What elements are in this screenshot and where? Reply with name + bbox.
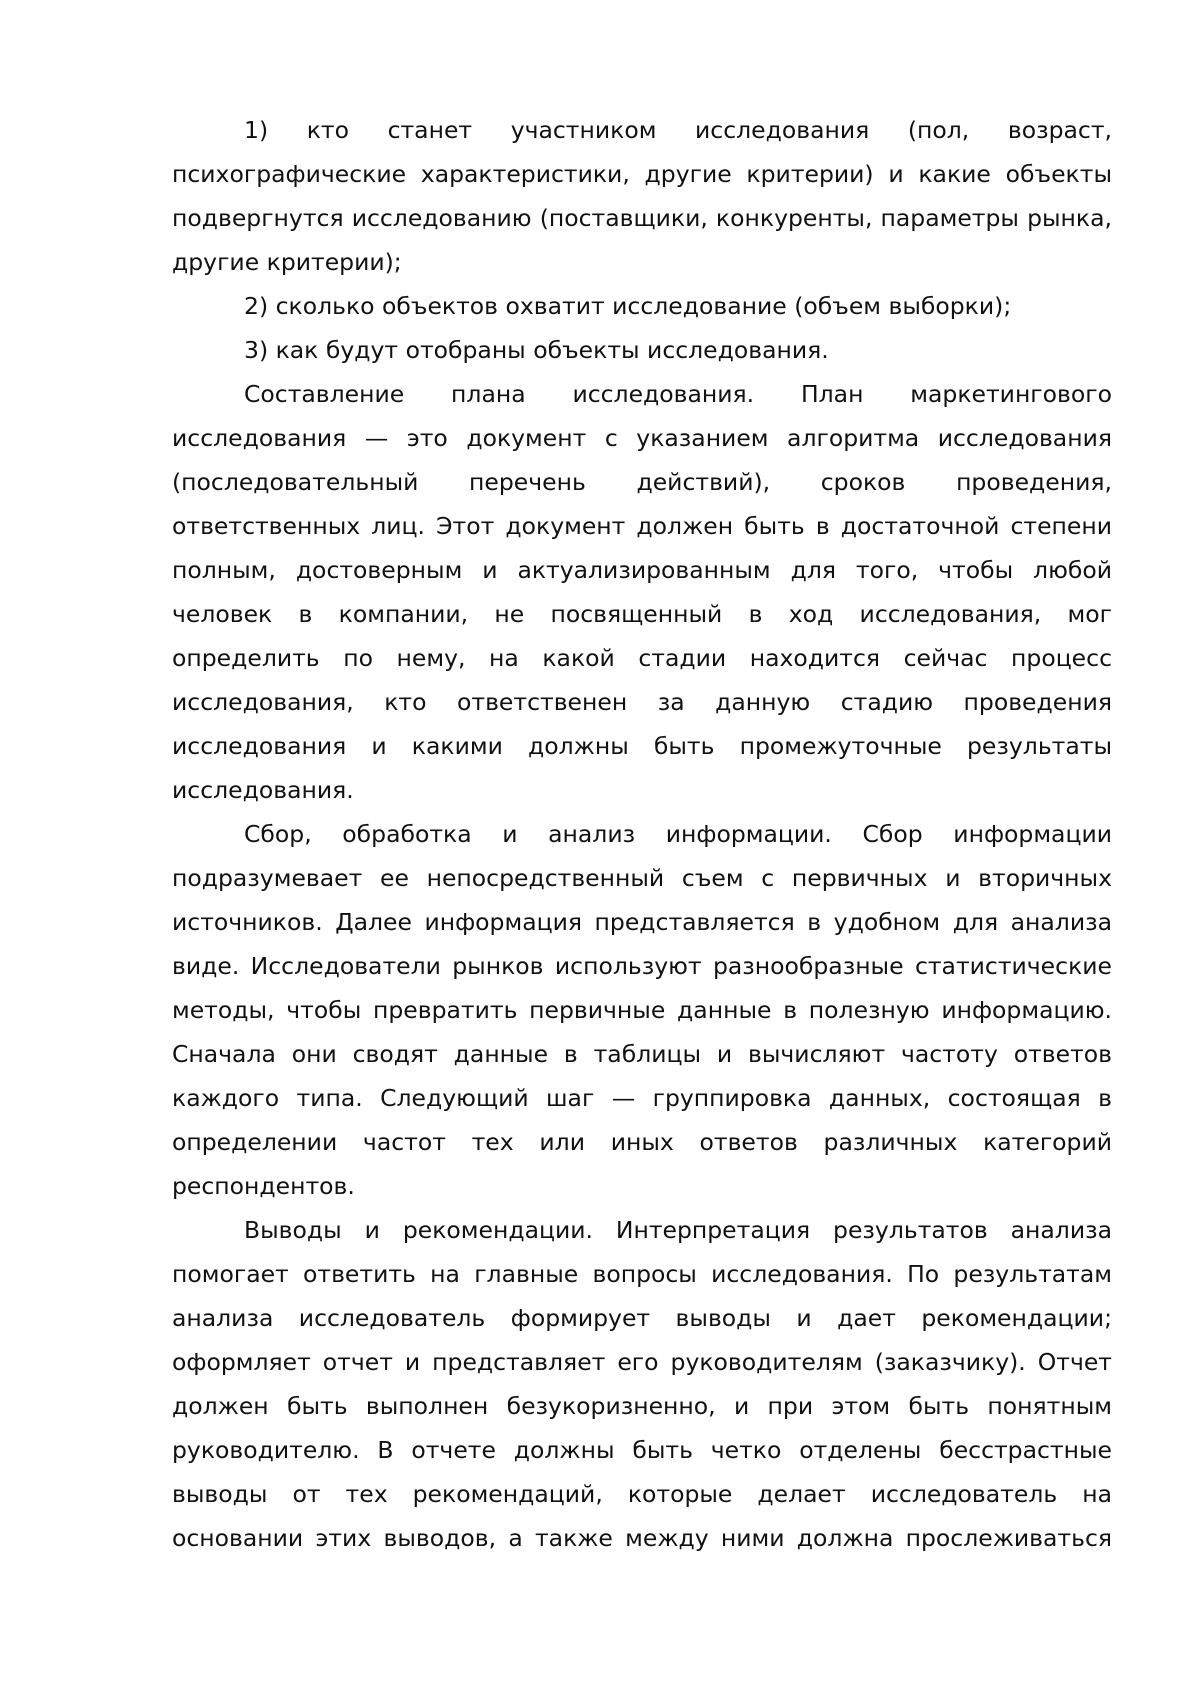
paragraph-research-plan: Составление плана исследования. План маркетингового исследования — это документ с указанием алгоритма исследования (последовательный перечень действий), сроков проведения, ответственных лиц. Этот документ должен быть в достаточной степени полным, достоверным и актуализированным для того, чтобы любой человек в компании, не посвященный в ход исследования, мог определить по нему, на какой стадии находится сейчас процесс исследования, кто ответственен за данную стадию проведения исследования и какими должны быть промежуточные результаты исследования. [172, 380, 1112, 804]
paragraph-data-collection: Сбор, обработка и анализ информации. Сбор информации подразумевает ее непосредственный съем с первичных и вторичных источников. Далее информация представляется в удобном для анализа виде. Исследователи рынков используют разнообразные статистические методы, чтобы превратить первичные данные в полезную информацию. Сначала они сводят данные в таблицы и вычисляют частоту ответов каждого типа. Следующий шаг — группировка данных, состоящая в определении частот тех или иных ответов различных категорий респондентов. [172, 820, 1112, 1200]
paragraph-selection-method: 3) как будут отобраны объекты исследования. [244, 336, 829, 364]
paragraph-sample-size: 2) сколько объектов охватит исследование (объем выборки); [244, 292, 1012, 320]
document-page [172, 108, 1112, 1560]
paragraph-research-participants: 1) кто станет участником исследования (пол, возраст, психографические характеристики, другие критерии) и какие объекты подвергнутся исследованию (поставщики, конкуренты, параметры рынка, другие критерии); [172, 116, 1112, 276]
paragraph-conclusions: Выводы и рекомендации. Интерпретация результатов анализа помогает ответить на главные вопросы исследования. По результатам анализа исследователь формирует выводы и дает рекомендации; оформляет отчет и представляет его руководителям (заказчику). Отчет должен быть выполнен безукоризненно, и при этом быть понятным руководителю. В отчете должны быть четко отделены бесстрастные выводы от тех рекомендаций, которые делает исследователь на основании этих выводов, а также между ними должна прослеживаться [172, 1216, 1112, 1552]
